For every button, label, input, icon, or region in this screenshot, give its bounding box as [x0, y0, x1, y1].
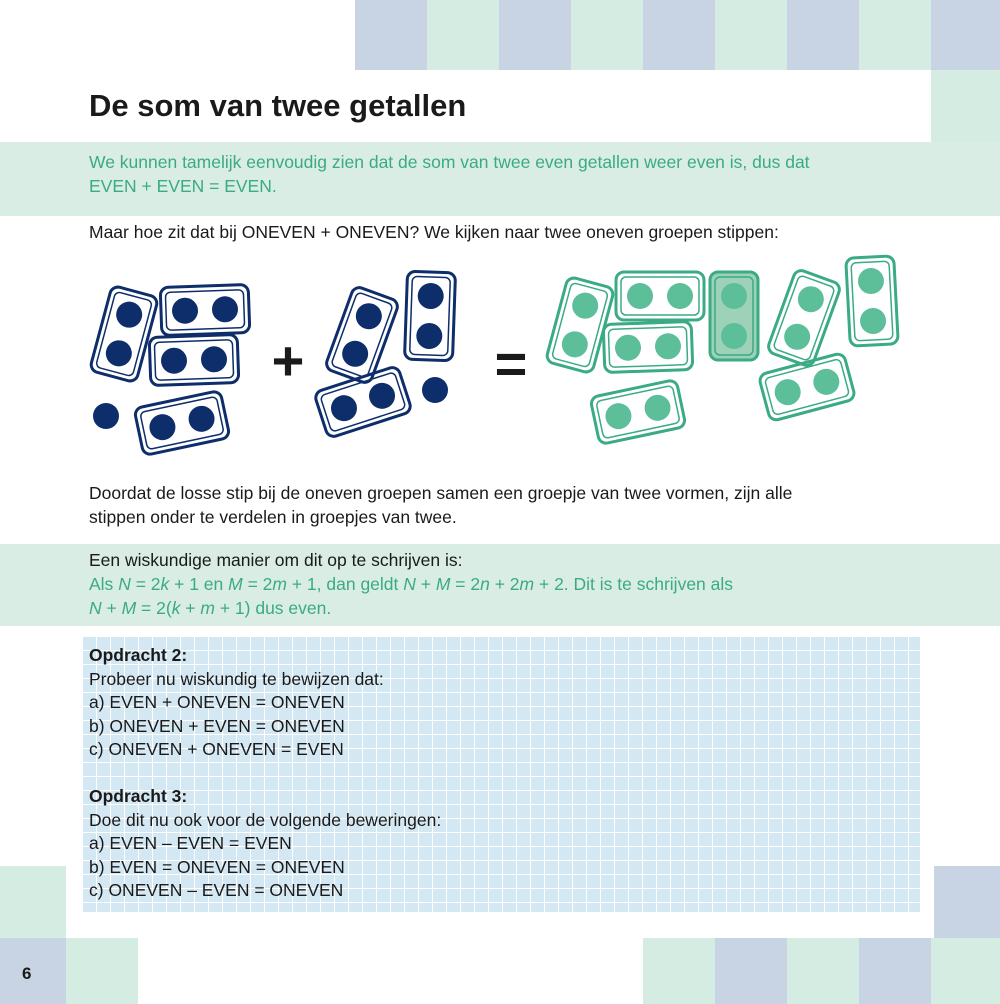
decor-square — [859, 0, 931, 70]
loose-dot — [422, 377, 448, 403]
math-text: + — [101, 598, 122, 618]
decor-square — [427, 0, 499, 70]
decor-square — [355, 0, 427, 70]
math-text: + 2 — [489, 574, 520, 594]
intro-line-2: EVEN + EVEN = EVEN. — [89, 176, 277, 196]
dot-pair-card — [603, 321, 693, 372]
dot-pair-card — [134, 390, 230, 455]
math-text: = 2 — [130, 574, 161, 594]
dot-pair-card — [616, 272, 704, 320]
assignment-2-heading: Opdracht 2: — [89, 645, 188, 665]
decor-square — [931, 938, 1000, 1004]
math-text: + — [180, 598, 201, 618]
math-var: N — [89, 598, 102, 618]
assignment-2-item: c) ONEVEN + ONEVEN = EVEN — [89, 739, 344, 759]
dot-pair-card — [590, 379, 686, 444]
decor-square — [0, 938, 66, 1004]
math-text: Als — [89, 574, 119, 594]
math-var: n — [480, 574, 490, 594]
assignment-3-item: b) EVEN = ONEVEN = ONEVEN — [89, 856, 345, 877]
dot-pair-card — [766, 268, 841, 367]
decor-square — [715, 0, 787, 70]
assignment-3-item: c) ONEVEN – EVEN = ONEVEN — [89, 880, 344, 900]
decor-square — [643, 0, 715, 70]
decor-square — [787, 938, 859, 1004]
math-var: k — [160, 574, 170, 594]
math-text: = 2 — [450, 574, 481, 594]
explanation-text — [89, 481, 919, 529]
math-text: + 2. Dit is te schrijven als — [534, 574, 734, 594]
assignment-3-heading: Opdracht 3: — [89, 786, 188, 806]
math-var: M — [121, 598, 137, 618]
decor-square — [934, 866, 1000, 938]
decor-square — [931, 0, 1000, 70]
even-result-group — [545, 256, 898, 445]
dot-groups-illustration — [0, 240, 1000, 460]
dot-pair-card — [846, 256, 899, 346]
decor-square — [931, 70, 1000, 142]
highlighted-pair-card — [710, 272, 758, 360]
math-text: = 2 — [242, 574, 273, 594]
math-intro: Een wiskundige manier om dit op te schrijven is: — [89, 550, 463, 570]
math-var: M — [435, 574, 451, 594]
assignment-2-prompt: Probeer nu wiskundig te bewijzen dat: — [89, 668, 384, 689]
loose-dot — [93, 403, 119, 429]
math-section — [89, 548, 919, 620]
page-title: De som van twee getallen — [89, 88, 467, 123]
assignment-2-item: a) EVEN + ONEVEN = ONEVEN — [89, 692, 345, 712]
math-text: + — [415, 574, 436, 594]
math-var: m — [200, 598, 215, 618]
plus-sign: + — [271, 329, 305, 392]
decor-square — [643, 938, 715, 1004]
decor-square — [0, 866, 66, 938]
math-text: + 1 en — [169, 574, 229, 594]
math-formula-line-2 — [89, 596, 919, 620]
page-number: 6 — [22, 964, 32, 983]
odd-group-b — [314, 271, 456, 438]
equals-sign: = — [494, 332, 528, 395]
math-var: m — [519, 574, 535, 594]
dot-pair-card — [404, 271, 455, 361]
decor-square — [499, 0, 571, 70]
math-var: N — [403, 574, 416, 594]
decor-square — [859, 938, 931, 1004]
intro-line-1: We kunnen tamelijk eenvoudig zien dat de som van twee even getallen weer even is, dus dat — [89, 152, 810, 172]
decor-square — [715, 938, 787, 1004]
intro-text — [89, 150, 919, 198]
dot-pair-card — [89, 285, 158, 382]
decor-square — [66, 938, 138, 1004]
question-text: Maar hoe zit dat bij ONEVEN + ONEVEN? We kijken naar twee oneven groepen stippen: — [89, 222, 779, 242]
math-formula-line-1 — [89, 572, 919, 596]
assignments — [89, 644, 909, 903]
decor-square — [787, 0, 859, 70]
dot-pair-card — [758, 352, 855, 421]
math-text: = 2( — [136, 598, 172, 618]
odd-group-a — [89, 284, 249, 455]
math-var: M — [228, 574, 243, 594]
assignment-2-item: b) ONEVEN + EVEN = ONEVEN — [89, 715, 345, 736]
math-var: k — [171, 598, 181, 618]
assignment-3-prompt: Doe dit nu ook voor de volgende beweringen: — [89, 809, 442, 830]
math-text: + 1, dan geldt — [286, 574, 404, 594]
assignment-3-item: a) EVEN – EVEN = EVEN — [89, 833, 292, 853]
explanation-line-1: Doordat de losse stip bij de oneven groepen samen een groepje van twee vormen, zijn alle — [89, 483, 793, 503]
dot-pair-card — [160, 284, 250, 335]
math-var: m — [272, 574, 287, 594]
dot-pair-card — [314, 366, 413, 439]
math-var: N — [118, 574, 131, 594]
dot-pair-card — [149, 334, 239, 385]
decor-square — [571, 0, 643, 70]
explanation-line-2: stippen onder te verdelen in groepjes van twee. — [89, 507, 457, 527]
spacer — [89, 762, 909, 786]
math-text: + 1) dus even. — [214, 598, 332, 618]
